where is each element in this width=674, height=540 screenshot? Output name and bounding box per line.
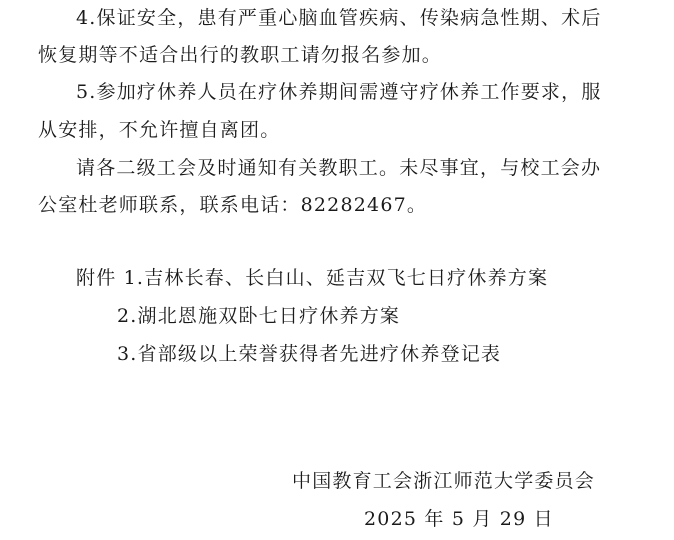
item-5-line-1: 5.参加疗休养人员在疗休养期间需遵守疗休养工作要求，服 — [76, 81, 602, 103]
item-4-line-2: 恢复期等不适合出行的教职工请勿报名参加。 — [38, 44, 443, 66]
attachment-item-3: 3.省部级以上荣誉获得者先进疗休养登记表 — [117, 343, 502, 365]
signature-date: 2025 年 5 月 29 日 — [364, 508, 554, 530]
item-5-line-2: 从安排，不允许擅自离团。 — [38, 119, 281, 141]
signature-organization: 中国教育工会浙江师范大学委员会 — [292, 470, 596, 492]
notice-line-2: 公室杜老师联系，联系电话：82282467。 — [38, 194, 428, 216]
attachment-item-1: 附件 1.吉林长春、长白山、延吉双飞七日疗休养方案 — [76, 267, 549, 289]
notice-line-1: 请各二级工会及时通知有关教职工。未尽事宜，与校工会办 — [76, 157, 602, 179]
attachment-item-2: 2.湖北恩施双卧七日疗休养方案 — [117, 305, 401, 327]
item-4-line-1: 4.保证安全，患有严重心脑血管疾病、传染病急性期、术后 — [76, 7, 602, 29]
